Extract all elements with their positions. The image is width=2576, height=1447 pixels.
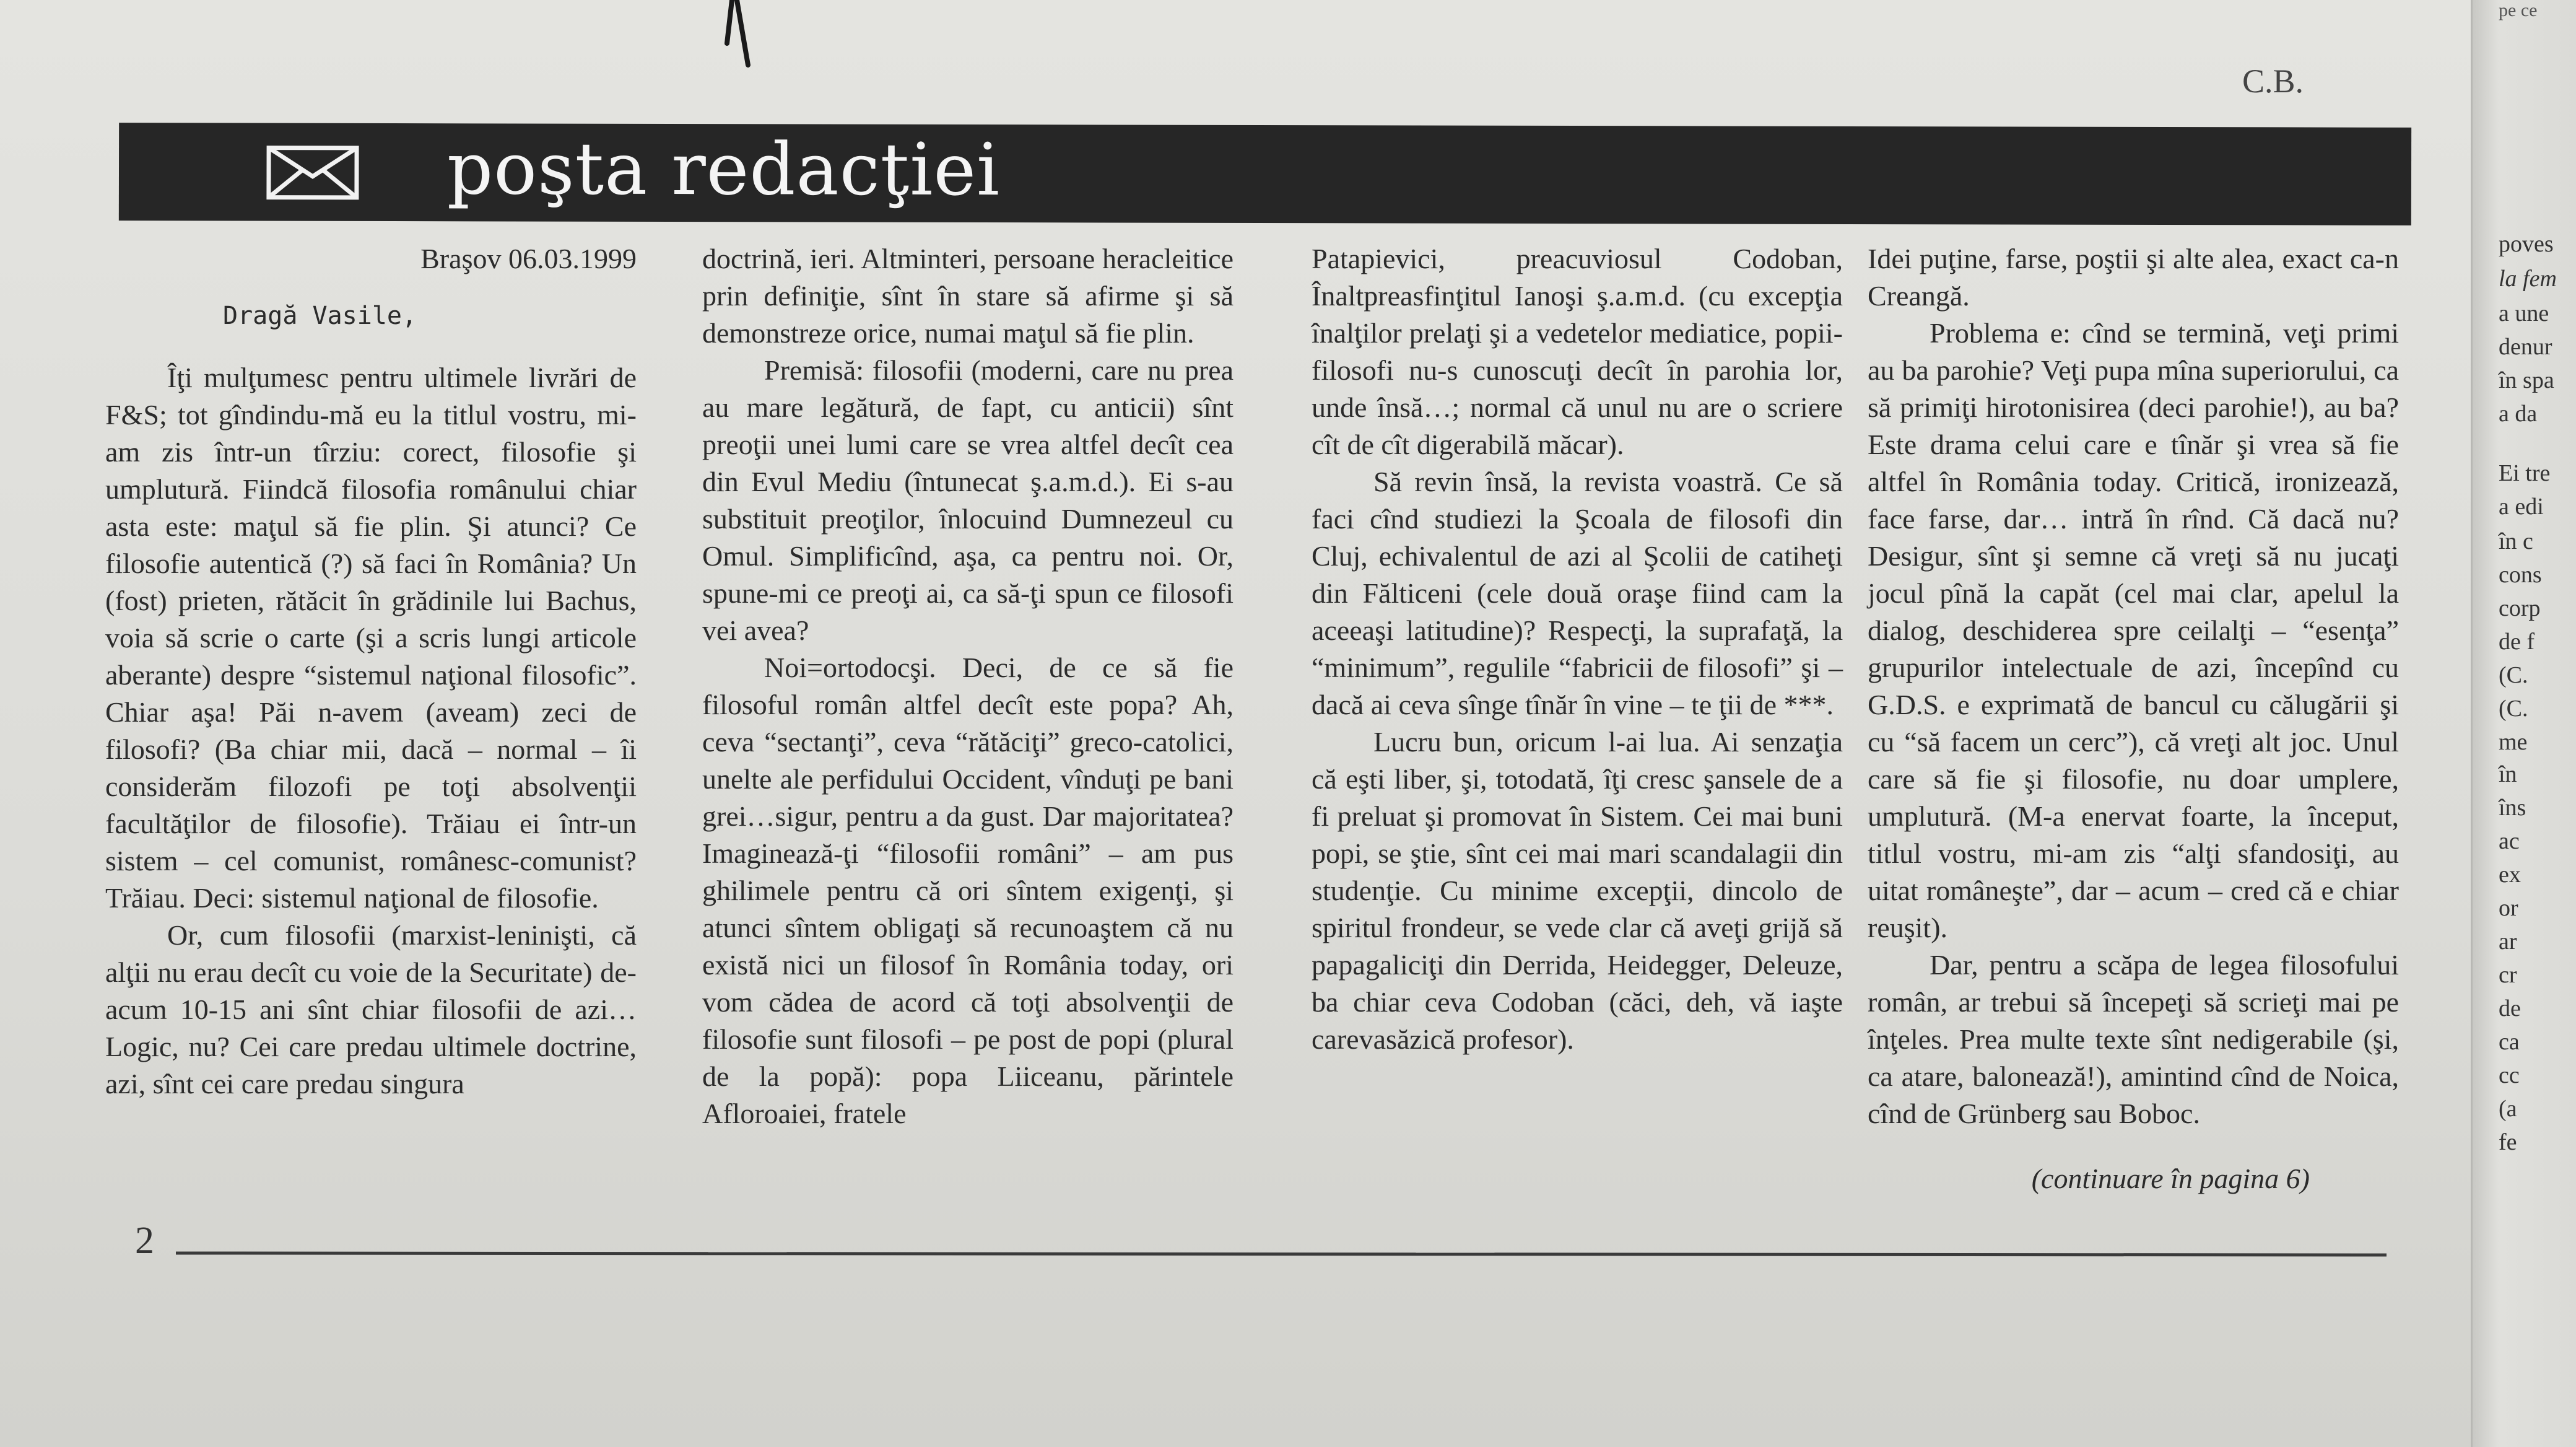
adjacent-text: Ei tre bbox=[2499, 460, 2551, 486]
adjacent-text: la fem bbox=[2499, 266, 2557, 292]
section-header bbox=[119, 123, 2411, 225]
adjacent-text: a da bbox=[2499, 401, 2538, 427]
adjacent-text: (a bbox=[2499, 1096, 2517, 1122]
adjacent-text: poves bbox=[2499, 231, 2554, 257]
letter-greeting: Dragă Vasile, bbox=[223, 302, 417, 330]
paragraph: Patapievici, preacuviosul Codoban, Înaltpreasfinţitul Ianoşi ş.a.m.d. (cu excepţia înalţilor prelaţi şi a vedetelor mediatice, popii-filosofi nu-s cunoscuţi decît în parohia lor, unde însă…; normal că unul nu are o scriere cît de cît digerabilă măcar). bbox=[1312, 243, 1843, 460]
section-title: poşta redacţiei bbox=[446, 127, 1001, 212]
paragraph: Lucru bun, oricum l-ai lua. Ai senzaţia că eşti liber, şi, totodată, îţi cresc şansele de a fi preluat şi promovat în Sistem. Cei mai buni popi, se ştie, sînt cei mai mari scandalagii din studenţie. Cu minime excepţii, dincolo de spiritul frondeur, se vede clar că aveţi grijă să papagaliciţi din Derrida, Heidegger, Deleuze, ba chiar ceva Codoban (căci, deh, vă iaşte carevasăzică profesor). bbox=[1312, 726, 1843, 1055]
adjacent-text: corp bbox=[2499, 595, 2541, 621]
adjacent-text: a une bbox=[2499, 300, 2549, 326]
adjacent-text: denur bbox=[2499, 334, 2552, 360]
pen-mark bbox=[718, 0, 755, 68]
continuation-note: (continuare în pagina 6) bbox=[2031, 1163, 2310, 1194]
author-initials: C.B. bbox=[2242, 63, 2304, 100]
letter-date: Braşov 06.03.1999 bbox=[420, 243, 637, 274]
footer-rule bbox=[176, 1251, 2387, 1256]
paragraph: Idei puţine, farse, poştii şi alte alea, exact ca-n Creangă. bbox=[1868, 243, 2399, 312]
adjacent-text: me bbox=[2499, 729, 2528, 755]
page-number: 2 bbox=[135, 1220, 154, 1262]
paragraph: Or, cum filosofii (marxist-leninişti, că alţii nu erau decît cu voie de la Securitate) de-acum 10-15 ani sînt chiar filosofii de azi… Logic, nu? Cei care predau ultimele doctrine, azi, sînt cei care predau singura bbox=[105, 919, 637, 1099]
adjacent-text: în c bbox=[2499, 528, 2533, 554]
adjacent-text: (C. bbox=[2499, 662, 2528, 688]
adjacent-text: ex bbox=[2499, 862, 2521, 888]
adjacent-text: cc bbox=[2499, 1062, 2520, 1088]
adjacent-text: îns bbox=[2499, 795, 2526, 821]
text-column-2 bbox=[702, 240, 1234, 1132]
adjacent-text: de bbox=[2499, 995, 2521, 1021]
text-column-1 bbox=[105, 240, 637, 1103]
paragraph: Premisă: filosofii (moderni, care nu prea au mare legătură, de fapt, cu anticii) sînt preoţii unei lumi care se vrea altfel decît cea din Evul Mediu (întunecat ş.a.m.d.). Ei s-au substituit preoţilor, înlocuind Dumnezeul cu Omul. Simplificînd, aşa, ca pentru noi. Or, spune-mi ce preoţi ai, ca să-ţi spun ce filosofi vei avea? bbox=[702, 354, 1234, 646]
paragraph: doctrină, ieri. Altminteri, persoane heracleitice prin definiţie, sînt în stare să afirme şi să demonstreze orice, numai maţul să fie plin. bbox=[702, 243, 1234, 349]
adjacent-text: de f bbox=[2499, 629, 2535, 655]
envelope-icon bbox=[266, 146, 359, 200]
adjacent-text: ac bbox=[2499, 828, 2520, 854]
adjacent-text: în spa bbox=[2499, 367, 2554, 393]
adjacent-text: a edi bbox=[2499, 494, 2544, 520]
paragraph: Îţi mulţumesc pentru ultimele livrări de F&S; tot gîndindu-mă eu la titlul vostru, mi-am zis într-un tîrziu: corect, filosofie şi umplutură. Fiindcă filosofia românului chiar asta este: maţul să fie plin. Şi atunci? Ce filosofie autentică (?) să faci în România? Un (fost) prieten, rătăcit în grădinile lui Bachus, voia să scrie o carte (şi a scris lungi articole aberante) despre “sistemul naţional filosofic”. Chiar aşa! Păi n-avem (aveam) zeci de filosofi? (Ba chiar mii, dacă – normal – îi considerăm filozofi pe toţi absolvenţii facultăţilor de filosofie). Trăiau ei într-un sistem – cel comunist, românesc-comunist? Trăiau. Deci: sistemul naţional de filosofie. bbox=[105, 362, 637, 914]
adjacent-text: or bbox=[2499, 895, 2518, 921]
paragraph: Dar, pentru a scăpa de legea filosofului român, ar trebui să începeţi să scrieţi mai pe înţeles. Prea multe texte sînt nedigerabile (şi, ca atare, balonează!), amintind cînd de Noica, cînd de Grünberg sau Boboc. bbox=[1868, 949, 2399, 1129]
adjacent-page-edge bbox=[2471, 0, 2576, 1447]
paragraph: Problema e: cînd se termină, veţi primi au ba parohie? Veţi pupa mîna superiorului, ca să primiţi hirotonisirea (deci parohie!), au ba? Este drama celui care e tînăr şi vrea să fie altfel în România today. Critică, ironizează, face farse, dar… intră în rînd. Că dacă nu? Desigur, sînt şi semne că vreţi să nu jucaţi jocul pînă la capăt (cel mai clar, apelul la dialog, deschiderea spre ceilalţi – “esenţa” grupurilor intelectuale de azi, începînd cu G.D.S. e exprimată de bancul cu călugării şi cu “să facem un cerc”), că vreţi alt joc. Unul care să fie şi filosofie, nu doar umplere, umplutură. (M-a enervat foarte, la început, titlul vostru, mi-am zis “alţi sfandosiţi, au uitat româneşte”, dar – acum – cred că e chiar reuşit). bbox=[1868, 317, 2399, 943]
paragraph: Să revin însă, la revista voastră. Ce să faci cînd studiezi la Şcoala de filosofi din Cluj, echivalentul de azi al Şcolii de catiheţi din Fălticeni (cele două oraşe fiind cam la aceeaşi latitudine)? Respecţi, la suprafaţă, la “minimum”, regulile “fabricii de filosofi” şi – dacă ai ceva sînge tînăr în vine – te ţii de ***. bbox=[1312, 466, 1843, 720]
adjacent-text: ca bbox=[2499, 1029, 2520, 1055]
adjacent-text: cr bbox=[2499, 962, 2517, 988]
adjacent-text: ar bbox=[2499, 929, 2517, 955]
text-column-3 bbox=[1312, 240, 1843, 1058]
adjacent-text: (C. bbox=[2499, 696, 2528, 722]
adjacent-text: cons bbox=[2499, 562, 2542, 588]
text-column-4 bbox=[1868, 240, 2399, 1132]
adjacent-text: în bbox=[2499, 761, 2517, 787]
adjacent-text: pe ce bbox=[2499, 0, 2538, 20]
adjacent-text: fe bbox=[2499, 1129, 2517, 1155]
paragraph: Noi=ortodocşi. Deci, de ce să fie filosoful român altfel decît este popa? Ah, ceva “sectanţi”, ceva “rătăciţi” greco-catolici, unelte ale perfidului Occident, vînduţi pe bani grei…sigur, pentru a da gust. Dar majoritatea? Imaginează-ţi “filosofii români” – am pus ghilimele pentru că ori sîntem exigenţi, şi atunci sîntem obligaţi să recunoaştem că nu există nici un filosof în România today, ori vom cădea de acord că toţi absolvenţii de filosofie sunt filosofi – pe post de popi (plural de la popă): popa Liiceanu, părintele Afloroaiei, fratele bbox=[702, 652, 1234, 1129]
